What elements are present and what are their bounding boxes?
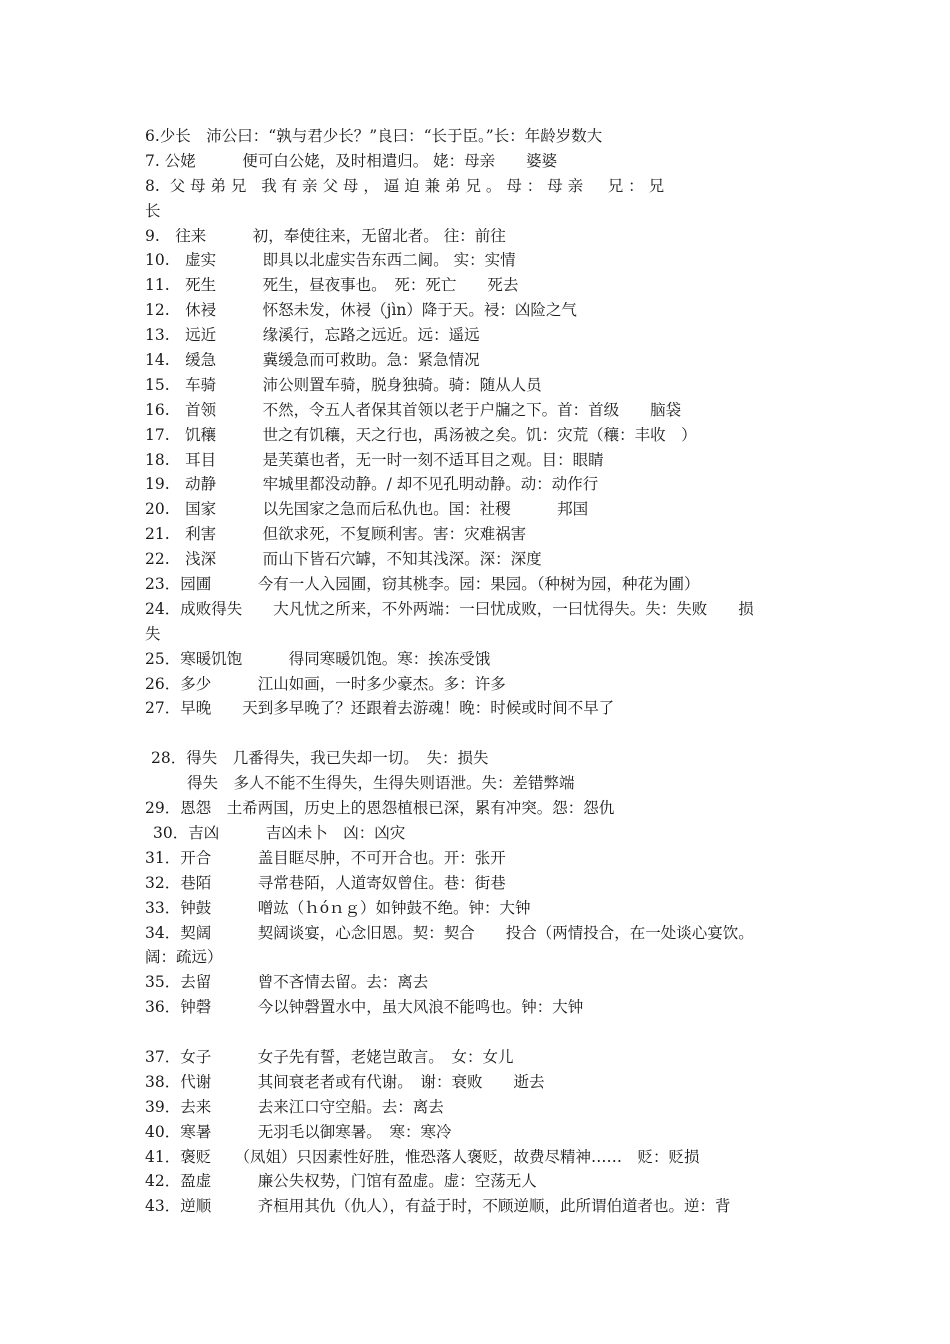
text-line: 40．寒暑 无羽毛以御寒暑。 寒：寒冷 <box>145 1122 452 1141</box>
text-line: 阔：疏远） <box>145 948 223 967</box>
text-line: 37．女子 女子先有誓，老姥岂敢言。 女：女儿 <box>145 1047 514 1066</box>
text-line: 15. 车骑 沛公则置车骑，脱身独骑。骑：随从人员 <box>145 375 542 394</box>
text-line: 36．钟磬 今以钟磬置水中，虽大风浪不能鸣也。钟：大钟 <box>145 998 584 1017</box>
blank-line <box>145 1020 807 1045</box>
text-line: 11. 死生 死生，昼夜事也。 死：死亡 死去 <box>145 276 519 295</box>
text-line: 13. 远近 缘溪行，忘路之远近。远：遥远 <box>145 326 480 345</box>
text-line: 32．巷陌 寻常巷陌，人道寄奴曾住。巷：街巷 <box>145 873 506 892</box>
text-line: 8. 父 母 弟 兄 我 有 亲 父 母 ， 逼 迫 兼 弟 兄 。 母 ： 母 亲 兄 ： 兄 <box>145 176 665 195</box>
text-line: 19. 动静 牢城里都没动静。/ 却不见孔明动静。动：动作行 <box>145 475 599 494</box>
text-line: 31．开合 盖目眶尽肿，不可开合也。开：张开 <box>145 848 506 867</box>
text-line: 得失 多人不能不生得失，生得失则语泄。失：差错弊端 <box>187 774 575 793</box>
text-line: 24．成败得失 大凡忧之所来，不外两端：一曰忧成败，一曰忧得失。失：失败 损 <box>145 599 754 618</box>
text-line: 22. 浅深 而山下皆石穴罅，不知其浅深。深：深度 <box>145 550 542 569</box>
text-line: 10. 虚实 即具以北虚实告东西二阃。 实：实情 <box>145 251 516 270</box>
text-line: 失 <box>145 624 161 643</box>
text-line: 34．契阔 契阔谈宴，心念旧恩。契：契合 投合（两情投合，在一处谈心宴饮。 <box>145 923 754 942</box>
text-line: 42．盈虚 廉公失权势，门馆有盈虚。虚：空荡无人 <box>145 1172 537 1191</box>
text-line: 23．园圃 今有一人入园圃，窃其桃李。园：果园。（种树为园，种花为圃） <box>145 575 700 594</box>
blank-line <box>145 721 807 746</box>
text-line: 6.少长 沛公曰：“孰与君少长？”良曰：“长于臣。”长：年龄岁数大 <box>145 127 603 145</box>
text-line: 长 <box>145 201 161 220</box>
text-line: 38．代谢 其间衰老者或有代谢。 谢：衰败 逝去 <box>145 1072 545 1091</box>
text-line: 35．去留 曾不吝情去留。去：离去 <box>145 973 429 992</box>
text-line: 12. 休祲 怀怒未发，休祲（jìn）降于天。祲：凶险之气 <box>145 301 577 320</box>
text-line: 28．得失 几番得失，我已失却一切。 失：损失 <box>151 749 489 768</box>
text-line: 17. 饥穰 世之有饥穰，天之行也，禹汤被之矣。饥：灾荒（穰：丰收 ） <box>145 425 697 444</box>
text-line: 29．恩怨 土希两国，历史上的恩怨植根已深，累有冲突。怨：怨仇 <box>145 799 615 818</box>
text-line: 16. 首领 不然，令五人者保其首领以老于户牖之下。首：首级 脑袋 <box>145 400 682 419</box>
text-line: 26．多少 江山如画，一时多少豪杰。多：许多 <box>145 674 506 693</box>
text-line: 27．早晚 天到多早晚了？还跟着去游魂！晚：时候或时间不早了 <box>145 699 615 718</box>
text-line: 39．去来 去来江口守空船。去：离去 <box>145 1097 444 1116</box>
text-line: 43．逆顺 齐桓用其仇（仇人），有益于时，不顾逆顺，此所谓伯道者也。逆：背 <box>145 1197 731 1216</box>
document-body <box>145 124 807 1219</box>
text-line: 9. 往来 初，奉使往来，无留北者。 往：前往 <box>145 226 506 245</box>
text-line: 21. 利害 但欲求死，不复顾利害。害：灾难祸害 <box>145 525 527 544</box>
text-line: 30．吉凶 吉凶未卜 凶：凶灾 <box>153 823 406 842</box>
text-line: 7. 公姥 便可白公姥，及时相遣归。 姥：母亲 婆婆 <box>145 151 558 170</box>
text-line: 41．褒贬 （凤姐）只因素性好胜，惟恐落人褒贬，故费尽精神…… 贬：贬损 <box>145 1147 700 1166</box>
text-line: 33．钟鼓 噌竑（ｈóｎｇ）如钟鼓不绝。钟：大钟 <box>145 898 531 917</box>
text-line: 14. 缓急 冀缓急而可救助。急：紧急情况 <box>145 351 480 370</box>
text-line: 25．寒暖饥饱 得同寒暖饥饱。寒：挨冻受饿 <box>145 649 491 668</box>
text-line: 20. 国家 以先国家之急而后私仇也。国：社稷 邦国 <box>145 500 589 519</box>
text-line: 18. 耳目 是芙蕖也者，无一时一刻不适耳目之观。目：眼睛 <box>145 450 604 469</box>
